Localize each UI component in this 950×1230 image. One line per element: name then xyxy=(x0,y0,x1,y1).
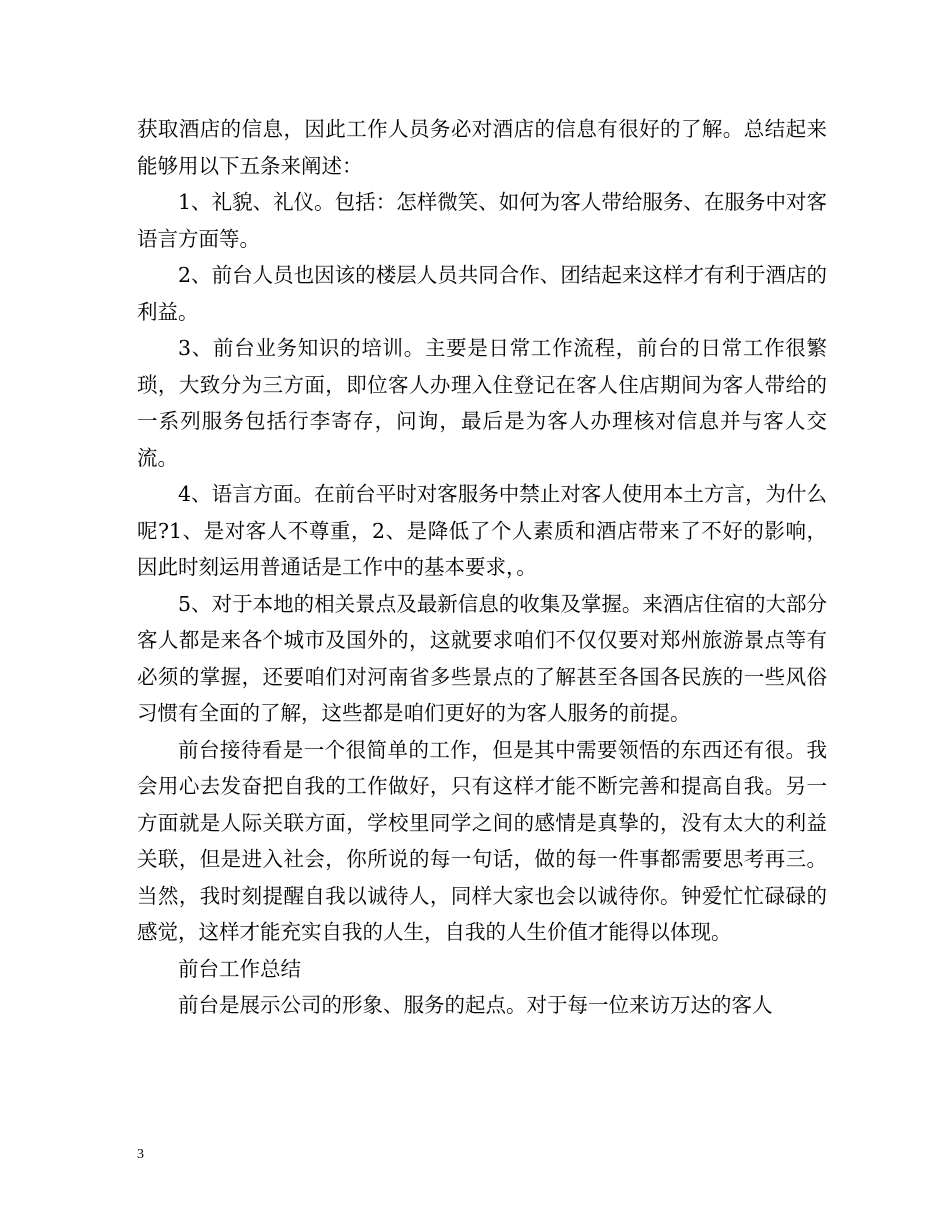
paragraph-item-5-local-info: 5、对于本地的相关景点及最新信息的收集及掌握。来酒店住宿的大部分客人都是来各个城市及国外的，这就要求咱们不仅仅要对郑州旅游景点等有必须的掌握，还要咱们对河南省多些景点的了解甚至各国各民族的一些风俗习惯有全面的了解，这些都是咱们更好的为客人服务的前提。 xyxy=(137,591,827,725)
section-heading: 前台工作总结 xyxy=(178,956,301,981)
paragraph-item-2-teamwork: 2、前台人员也因该的楼层人员共同合作、团结起来这样才有利于酒店的利益。 xyxy=(137,263,827,324)
page-number: 3 xyxy=(137,1147,144,1162)
paragraph-item-4-language: 4、语言方面。在前台平时对客服务中禁止对客人使用本土方言，为什么呢?1、是对客人不尊重，2、是降低了个人素质和酒店带来了不好的影响，因此时刻运用普通话是工作中的基本要求，。 xyxy=(137,482,827,579)
paragraph-item-1-etiquette: 1、礼貌、礼仪。包括：怎样微笑、如何为客人带给服务、在服务中对客语言方面等。 xyxy=(137,190,827,251)
paragraph-item-3-training: 3、前台业务知识的培训。主要是日常工作流程，前台的日常工作很繁琐，大致分为三方面，即位客人办理入住登记在客人住店期间为客人带给的一系列服务包括行李寄存，问询，最后是为客人办理核对信息并与客人交流。 xyxy=(137,336,827,470)
paragraph-section-intro: 前台是展示公司的形象、服务的起点。对于每一位来访万达的客人 xyxy=(178,993,773,1017)
document-body xyxy=(137,111,827,1024)
paragraph-intro: 获取酒店的信息，因此工作人员务必对酒店的信息有很好的了解。总结起来能够用以下五条来阐述： xyxy=(137,117,827,178)
paragraph-reflection: 前台接待看是一个很简单的工作，但是其中需要领悟的东西还有很。我会用心去发奋把自我的工作做好，只有这样才能不断完善和提高自我。另一方面就是人际关联方面，学校里同学之间的感情是真挚的，没有太大的利益关联，但是进入社会，你所说的每一句话，做的每一件事都需要思考再三。当然，我时刻提醒自我以诚待人，同样大家也会以诚待你。钟爱忙忙碌碌的感觉，这样才能充实自我的人生，自我的人生价值才能得以体现。 xyxy=(137,737,827,944)
